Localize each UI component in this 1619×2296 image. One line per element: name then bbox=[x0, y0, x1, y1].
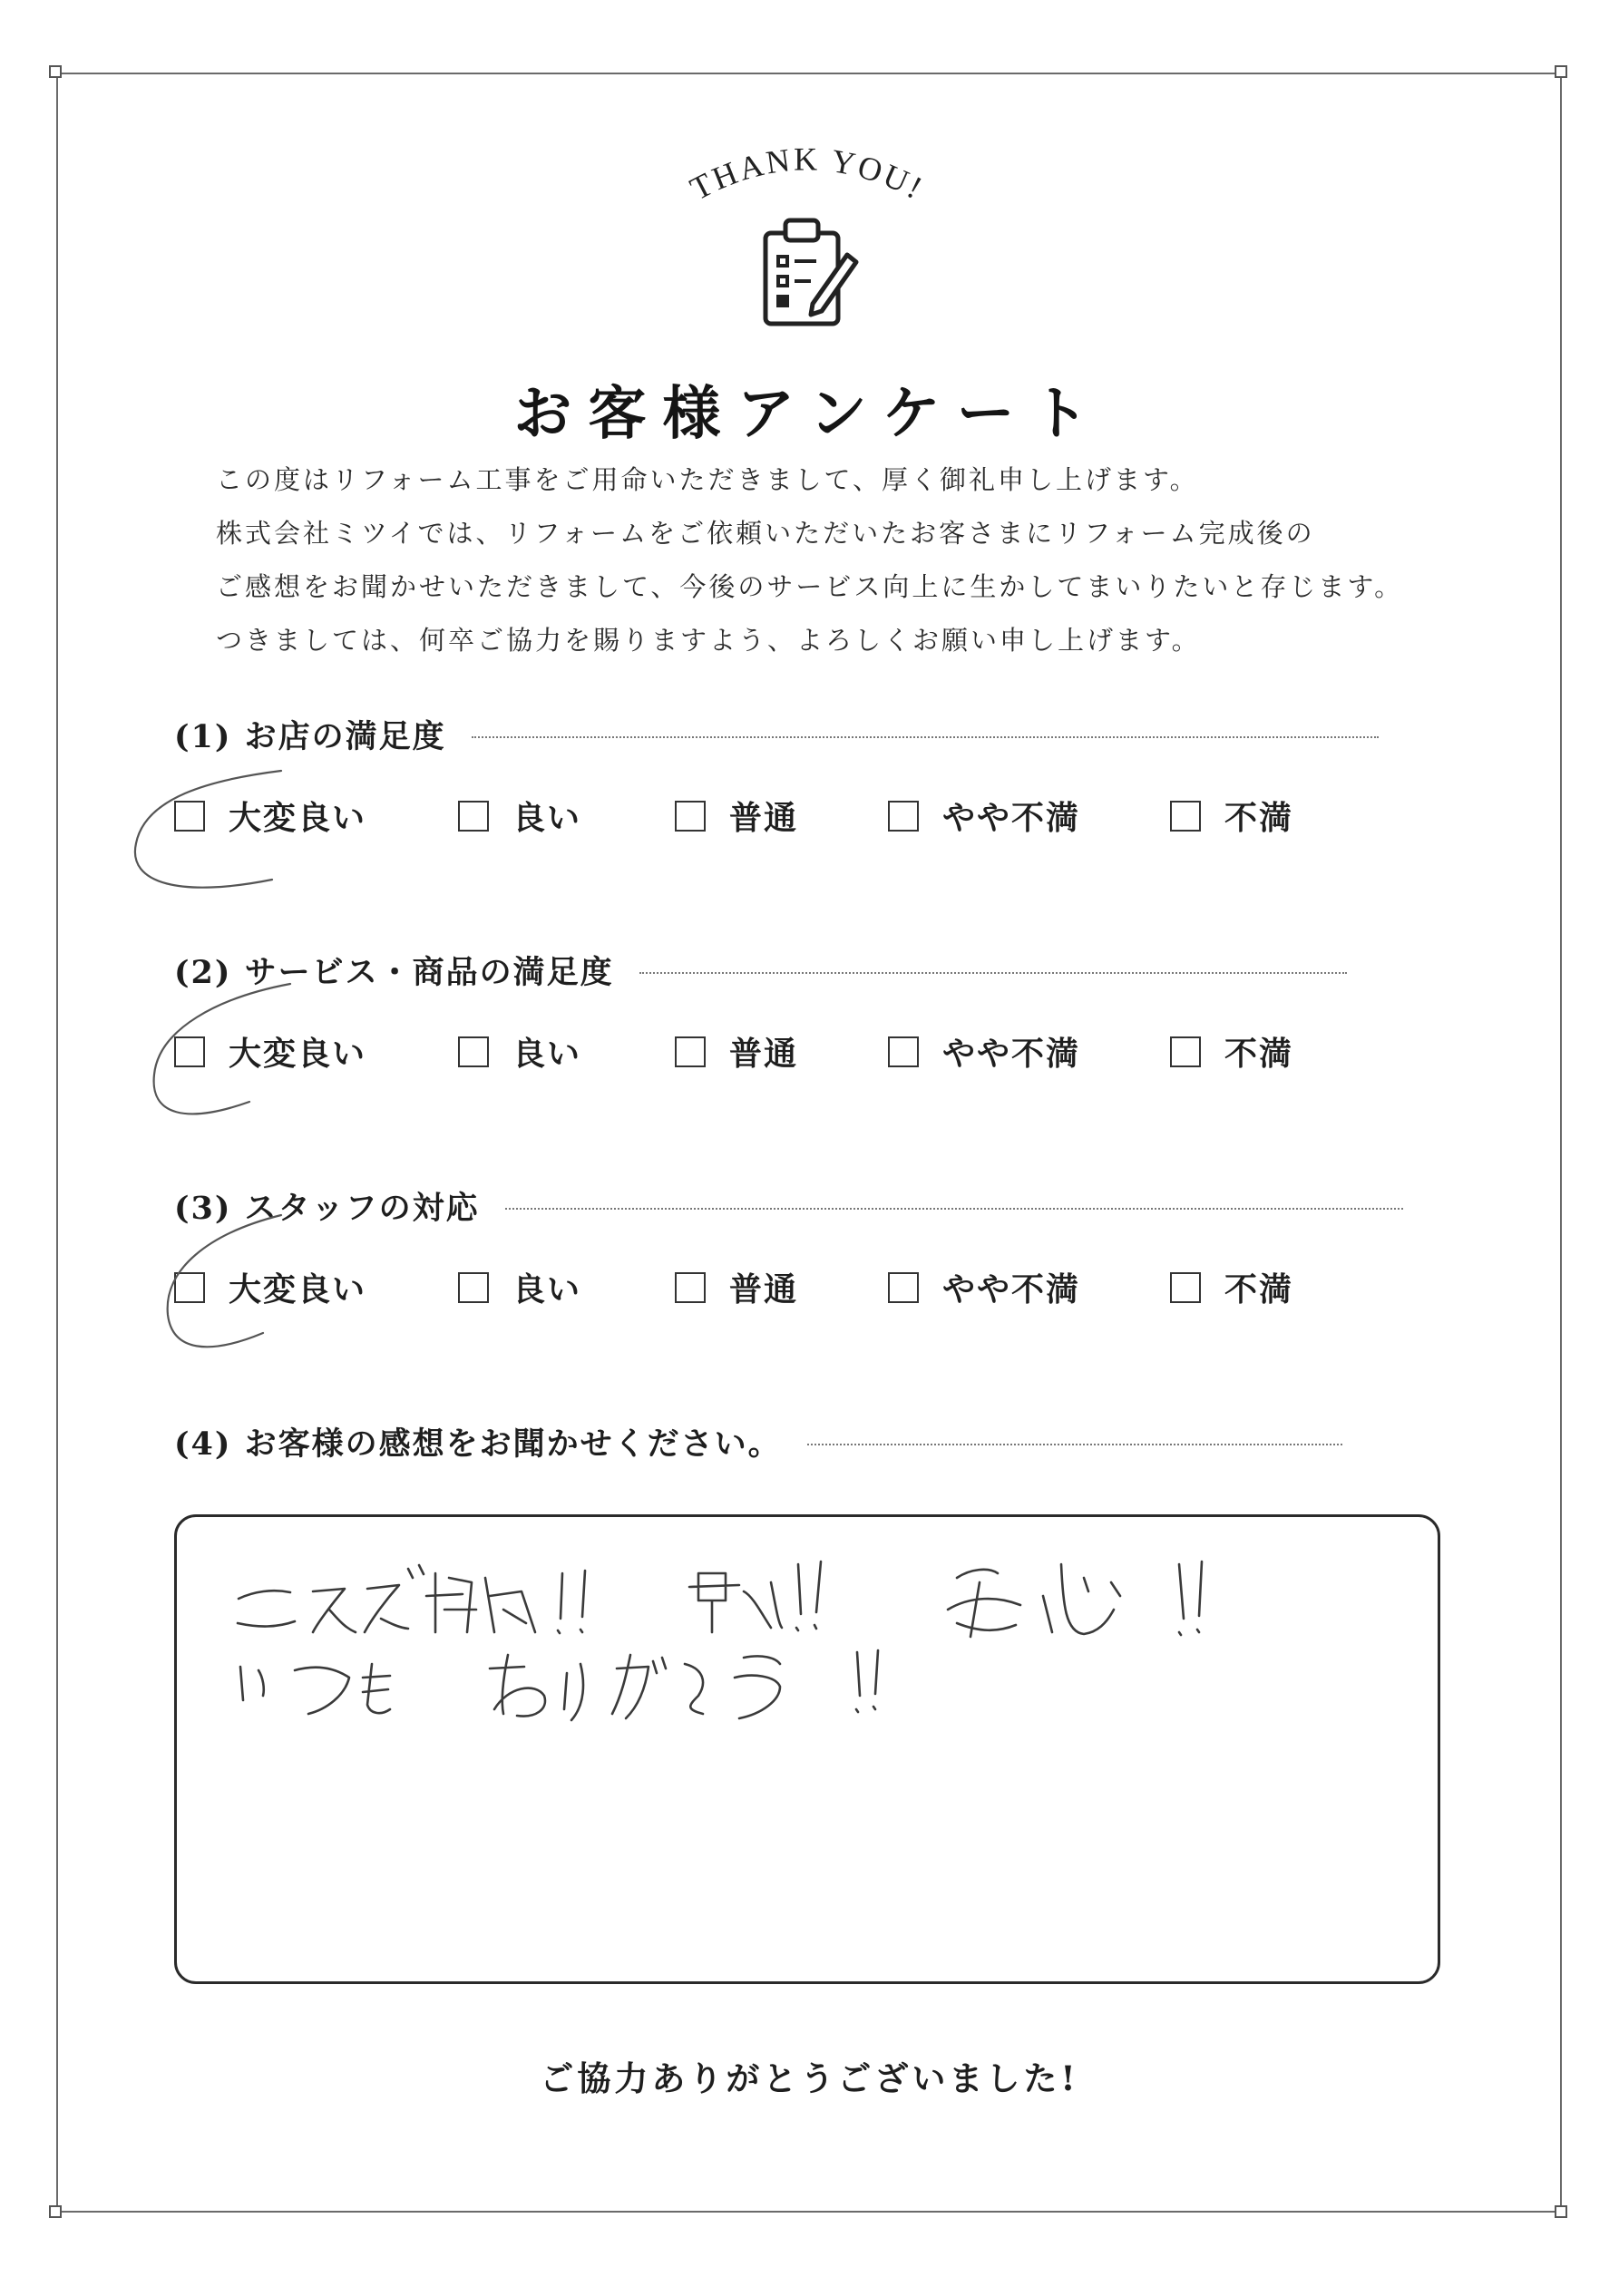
checkbox[interactable] bbox=[888, 1036, 919, 1067]
option-good[interactable]: 良い bbox=[458, 793, 581, 839]
checkbox[interactable] bbox=[675, 1272, 706, 1303]
option-dissatisfied[interactable]: 不満 bbox=[1170, 1028, 1293, 1075]
question-4-heading bbox=[174, 1419, 1342, 1464]
question-2-heading bbox=[174, 948, 1347, 993]
intro-line: ご感想をお聞かせいただきまして、今後のサービス向上に生かしてまいりたいと存じます。 bbox=[216, 571, 1404, 602]
question-3-heading bbox=[174, 1183, 1403, 1229]
checkbox[interactable] bbox=[888, 1272, 919, 1303]
question-label: (3) スタッフの対応 bbox=[174, 1190, 480, 1227]
option-dissatisfied[interactable]: 不満 bbox=[1170, 793, 1293, 839]
option-somewhat-dissatisfied[interactable]: やや不満 bbox=[888, 1264, 1080, 1310]
checkbox[interactable] bbox=[675, 801, 706, 832]
intro-line: つきましては、何卒ご協力を賜りますよう、よろしくお願い申し上げます。 bbox=[216, 625, 1201, 656]
thank-you-heading bbox=[635, 127, 980, 227]
option-very-good[interactable]: 大変良い bbox=[174, 1264, 366, 1310]
checkbox[interactable] bbox=[458, 1036, 489, 1067]
option-average[interactable]: 普通 bbox=[675, 1028, 798, 1075]
option-dissatisfied[interactable]: 不満 bbox=[1170, 1264, 1293, 1310]
footer-thanks: ご協力ありがとうございました! bbox=[540, 2058, 1079, 2098]
checkbox[interactable] bbox=[458, 801, 489, 832]
dotted-leader bbox=[639, 972, 1347, 974]
comment-textarea[interactable] bbox=[174, 1514, 1440, 1984]
intro-paragraph bbox=[216, 453, 1504, 667]
checkbox[interactable] bbox=[174, 801, 205, 832]
intro-line: この度はリフォーム工事をご用命いただきまして、厚く御礼申し上げます。 bbox=[216, 464, 1199, 495]
clipboard-icon bbox=[760, 213, 860, 331]
checkbox[interactable] bbox=[675, 1036, 706, 1067]
option-very-good[interactable]: 大変良い bbox=[174, 793, 366, 839]
option-very-good[interactable]: 大変良い bbox=[174, 1028, 366, 1075]
dotted-leader bbox=[505, 1208, 1403, 1210]
checkbox[interactable] bbox=[1170, 1036, 1201, 1067]
option-average[interactable]: 普通 bbox=[675, 793, 798, 839]
question-label: (4) お客様の感想をお聞かせください。 bbox=[174, 1425, 782, 1463]
question-1-heading bbox=[174, 712, 1379, 757]
checkbox[interactable] bbox=[458, 1272, 489, 1303]
svg-text:THANK YOU!: THANK YOU! bbox=[684, 141, 931, 208]
checkbox[interactable] bbox=[174, 1272, 205, 1303]
question-label: (1) お店の満足度 bbox=[174, 718, 446, 755]
corner-mark bbox=[1555, 2205, 1567, 2218]
checkbox[interactable] bbox=[1170, 1272, 1201, 1303]
option-average[interactable]: 普通 bbox=[675, 1264, 798, 1310]
corner-mark bbox=[49, 2205, 62, 2218]
dotted-leader bbox=[807, 1444, 1342, 1445]
page-title: お客様アンケート bbox=[513, 380, 1106, 448]
question-label: (2) サービス・商品の満足度 bbox=[174, 954, 614, 991]
checkbox[interactable] bbox=[174, 1036, 205, 1067]
option-good[interactable]: 良い bbox=[458, 1028, 581, 1075]
dotted-leader bbox=[472, 736, 1379, 738]
intro-line: 株式会社ミツイでは、リフォームをご依頼いただいたお客さまにリフォーム完成後の bbox=[216, 518, 1315, 549]
option-good[interactable]: 良い bbox=[458, 1264, 581, 1310]
corner-mark bbox=[49, 65, 62, 78]
option-somewhat-dissatisfied[interactable]: やや不満 bbox=[888, 793, 1080, 839]
option-somewhat-dissatisfied[interactable]: やや不満 bbox=[888, 1028, 1080, 1075]
checkbox[interactable] bbox=[1170, 801, 1201, 832]
corner-mark bbox=[1555, 65, 1567, 78]
checkbox[interactable] bbox=[888, 801, 919, 832]
